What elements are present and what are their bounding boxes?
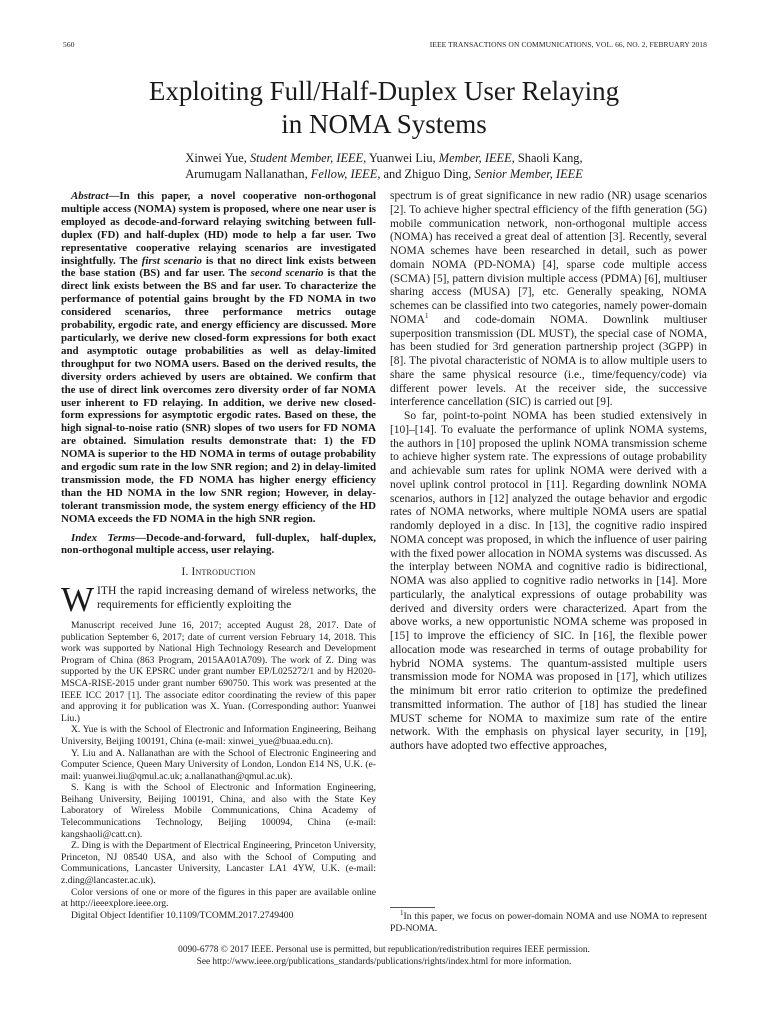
body-paragraph-1 — [390, 190, 707, 410]
index-terms-text: Decode-and-forward, full-duplex, half-duplex, non-orthogonal multiple access, user relaying. — [61, 531, 376, 557]
abstract-text-3: is that the direct link exists between the BS and far user. To characterize the performance of potential gains brought by the FD NOMA in two considered scenarios, three performance metrics outage probability, ergodic rate, and energy efficiency are discussed. More particularly, we derive new closed-form expressions for both exact and asymptotic outage probabilities as well as delay-limited throughput for two NOMA users. Based on the derived results, the diversity orders achieved by users are obtained. We confirm that the use of direct link overcomes zero diversity order of far NOMA user inherent to FD relaying. In addition, we derive new closed-form expressions for asymptotic ergodic rates. Based on these, the high signal-to-noise ratio (SNR) slopes of two users for FD NOMA are obtained. Simulation results demonstrate that: 1) the FD NOMA is superior to the HD NOMA in terms of outage probability and ergodic sum rate in the low SNR region; and 2) in delay-limited transmission mode, the FD NOMA has higher energy efficiency than the HD NOMA in the low SNR region; However, in delay-tolerant transmission mode, the system energy efficiency of the HD NOMA exceeds the FD NOMA in the high SNR region. — [61, 267, 376, 525]
author-name: Arumugam Nallanathan, — [185, 166, 311, 181]
author-role: Student Member, IEEE — [249, 151, 364, 165]
abstract-first-scenario: first scenario — [141, 254, 202, 267]
intro-text: ITH the rapid increasing demand of wireless networks, the requirements for efficiently exploiting the — [97, 583, 376, 611]
copyright-notice — [60, 945, 708, 968]
abstract-dash: — — [108, 190, 120, 202]
title-line-2: in NOMA Systems — [281, 109, 487, 139]
footnote-manuscript: Manuscript received June 16, 2017; accepted August 28, 2017. Date of publication September 6, 2017; date of current version February 14, 2018. This work was supported by National High Technology Research and Development Program of China (863 Program, 2015AA01A709). The work of Z. Ding was supported by the UK EPSRC under grant number EP/L025272/1 and by H2020-MSCA-RISE-2015 under grant number 690750. This work was presented at the IEEE ICC 2017 [1]. The associate editor coordinating the review of this paper and approving it for publication was X. Yuan. (Corresponding author: Yuanwei Liu.) — [61, 619, 376, 724]
left-column — [61, 190, 376, 921]
footnote-marker: 1 — [424, 311, 429, 320]
right-column — [390, 190, 707, 754]
author-name: Xinwei Yue, — [185, 151, 250, 165]
section-title: Introduction — [191, 566, 256, 579]
author-name: , Yuanwei Liu, — [363, 151, 439, 165]
journal-header: IEEE TRANSACTIONS ON COMMUNICATIONS, VOL. 66, NO. 2, FEBRUARY 2018 — [429, 40, 707, 49]
body-text-1a: spectrum is of great significance in new radio (NR) usage scenarios [2]. To achieve higher spectral efficiency of the fifth generation (5G) mobile communication network, non-orthogonal multiple access (NOMA) has received a great deal of attention [3]. Recently, several NOMA schemes have been researched in detail, such as power domain NOMA (PD-NOMA) [4], sparse code multiple access (SCMA) [5], pattern division multiple access (PDMA) [6], multiuser sharing access (MUSA) [7], etc. Generally speaking, NOMA schemes can be classified into two categories, namely power-domain NOMA — [390, 190, 707, 326]
body-text-1b: and code-domain NOMA. Downlink multiuser superposition transmission (DL MUST), the special case of NOMA, has been studied for 3rd generation partnership project (3GPP) in [8]. The pivotal characteristic of NOMA is to allow multiple users to share the same physical resource (i.e., time/fequency/code) via different power levels. At the receiver side, the successive interference cancellation (SIC) is carried out [9]. — [390, 313, 707, 409]
footnote-kang: S. Kang is with the School of Electronic and Information Engineering, Beihang University, Beijing 100191, China, and also with the State Key Laboratory of Wireless Mobile Communications, China Academy of Telecommunications Technology, Beijing 100094, China (e-mail: kangshaoli@catt.cn). — [61, 782, 376, 840]
index-terms-label: Index Terms — [71, 531, 135, 544]
copyright-line-2: See http://www.ieee.org/publications_standards/publications/rights/index.html for more information. — [196, 956, 572, 967]
right-footnote — [390, 908, 707, 934]
section-heading — [61, 566, 376, 580]
title-line-1: Exploiting Full/Half-Duplex User Relaying — [148, 76, 620, 106]
body-paragraph-2: So far, point-to-point NOMA has been studied extensively in [10]–[14]. To evaluate the performance of uplink NOMA systems, the authors in [10] proposed the uplink NOMA transmission scheme to achieve higher system rate. The expressions of outage probability and achievable sum rates for uplink NOMA were derived with a novel uplink control protocol in [11]. Regarding downlink NOMA scenarios, authors in [12] analyzed the outage behavior and ergodic rates of NOMA networks, where multiple NOMA users are spatial randomly deployed in a disc. In [13], the cognitive radio inspired NOMA concept was proposed, in which the influence of user pairing with the fixed power allocation in NOMA systems was discussed. As the interplay between NOMA and cognitive radio is bidirectional, NOMA was also applied to cognitive radio networks in [14]. More particularly, the analytical expressions of outage probability was derived and diversity orders were characterized. Apart from the above works, a new opportunistic NOMA scheme was proposed in [15] to improve the efficiency of SIC. In [16], the flexible power allocation mode was researched in terms of outage probability for hybrid NOMA systems. The quantum-assisted multiple users transmission mode for NOMA was proposed in [17], which utilizes the minimum bit error ratio criterion to optimize the predefined transmitted information. The author of [18] has studied the linear MUST scheme for NOMA to maximize sum rate of the entire network. With the emphasis on physical layer security, in [19], authors have adopted two effective approaches, — [390, 410, 707, 752]
abstract-label: Abstract — [71, 190, 109, 202]
intro-paragraph — [61, 579, 376, 619]
abstract-text-1: In this paper, a novel cooperative non-orthogonal multiple access (NOMA) system is proposed, where one near user is employed as decode-and-forward relaying switching between full-duplex (FD) and half-duplex (HD) mode to help a far user. Two representative cooperative relaying scenarios are investigated insightfully. The — [61, 190, 376, 267]
right-footnote-text: In this paper, we focus on power-domain NOMA and use NOMA to represent PD-NOMA. — [390, 911, 707, 934]
abstract — [61, 190, 376, 526]
abstract-second-scenario: second scenario — [250, 267, 324, 280]
footnote-yue: X. Yue is with the School of Electronic and Information Engineering, Beihang University, Beijing 100191, China (e-mail: xinwei_yue@buaa.edu.cn). — [61, 724, 376, 747]
footnote-number: 1 — [400, 908, 404, 917]
author-name: , Shaoli Kang, — [511, 151, 583, 165]
footnote-color: Color versions of one or more of the figures in this paper are available online at http://ieeexplore.ieee.org. — [61, 886, 376, 910]
page-number: 560 — [63, 40, 75, 49]
section-numeral: I. — [181, 566, 192, 579]
copyright-line-1: 0090-6778 © 2017 IEEE. Personal use is permitted, but republication/redistribution requires IEEE permission. — [178, 945, 590, 955]
author-role: Senior Member, IEEE — [474, 166, 583, 181]
author-role: Member, IEEE — [438, 151, 512, 165]
author-role: Fellow, IEEE — [310, 166, 378, 181]
footnote-doi: Digital Object Identifier 10.1109/TCOMM.2017.2749400 — [71, 909, 294, 921]
author-name: , and Zhiguo Ding, — [377, 166, 475, 181]
footnote-liu-nallanathan: Y. Liu and A. Nallanathan are with the School of Electronic Engineering and Computer Science, Queen Mary University of London, London E14 NS, U.K. (e-mail: yuanwei.liu@qmul.ac.uk; a.nallanathan@qmul.ac.uk). — [61, 747, 376, 782]
abstract-text-2: is that no direct link exists between the base station (BS) and far user. The — [61, 254, 376, 280]
author-list — [60, 151, 708, 182]
index-terms — [61, 532, 376, 558]
drop-cap: W — [61, 579, 95, 619]
footnote-ding: Z. Ding is with the Department of Electrical Engineering, Princeton University, Princeton, NJ 08540 USA, and also with the School of Computing and Communications, Lancaster University, Lancaster LA1 4YW, U.K. (e-mail: z.ding@lancaster.ac.uk). — [61, 840, 376, 887]
left-footnotes — [61, 620, 376, 921]
footnote-rule — [390, 907, 435, 908]
index-terms-dash: — — [134, 531, 146, 544]
paper-title — [60, 75, 708, 141]
